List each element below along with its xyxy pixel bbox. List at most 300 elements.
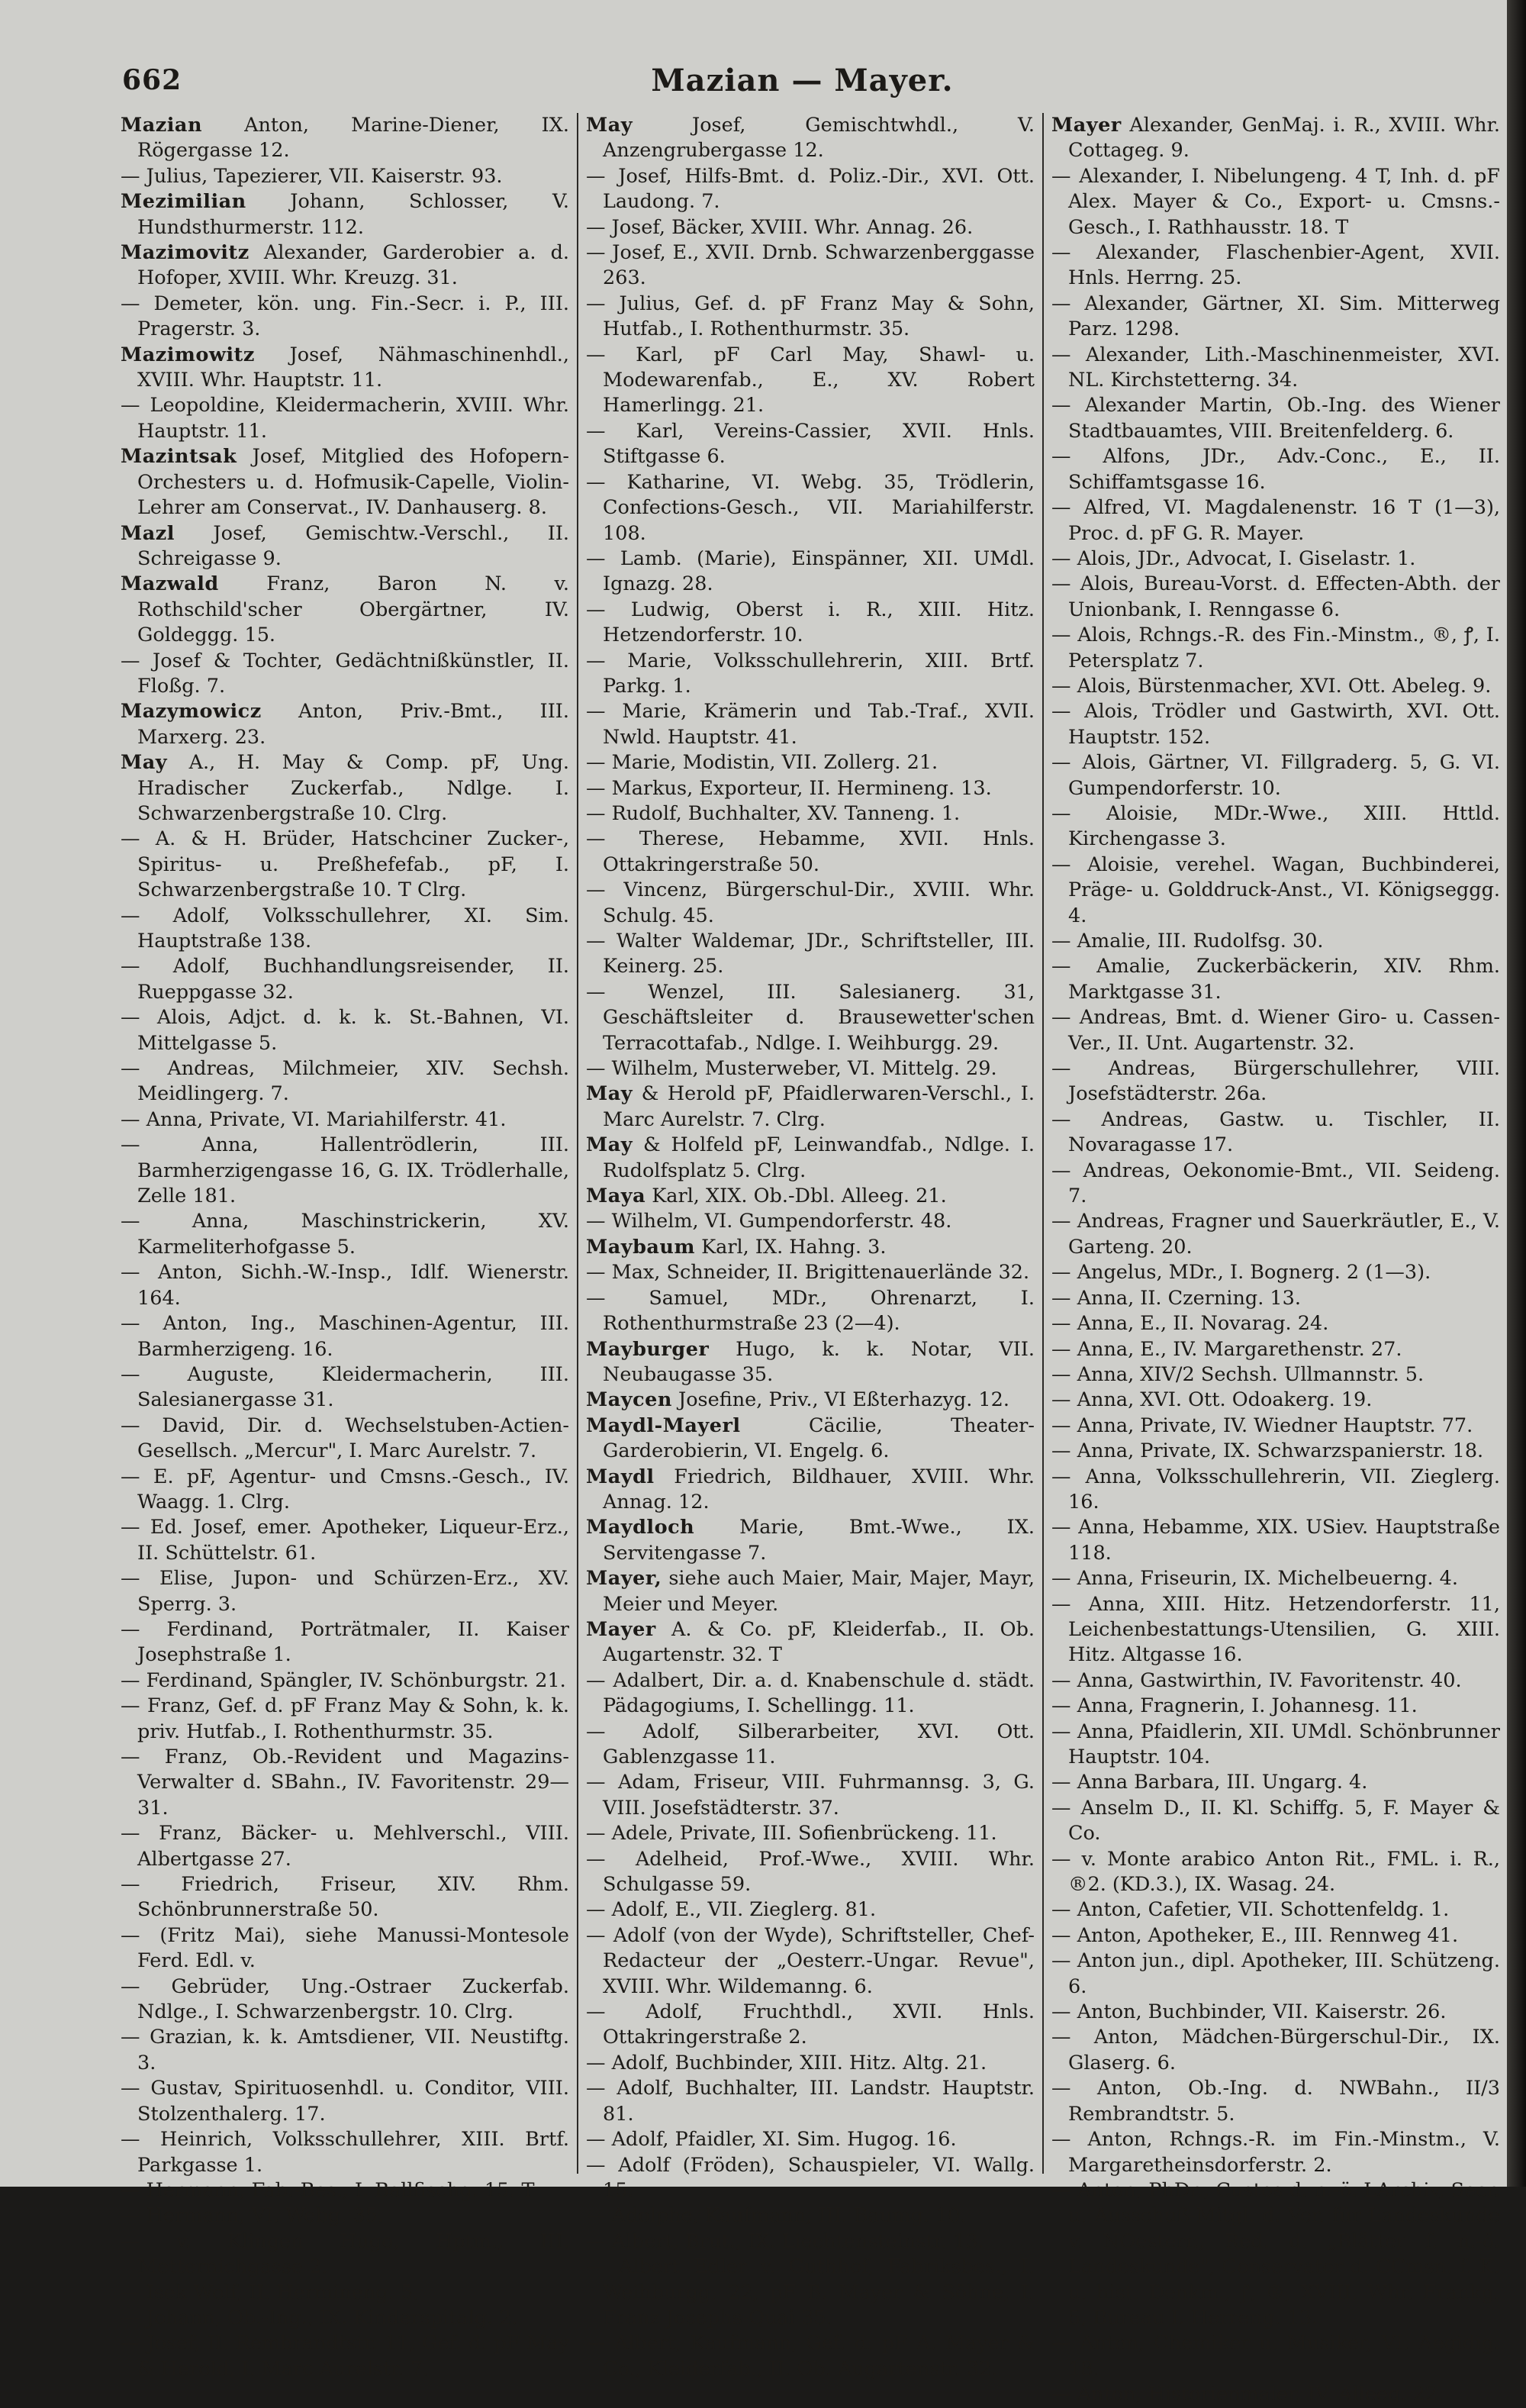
entry-text: — Hermann, VI. Webg. 35. (121, 2204, 384, 2228)
directory-entry (1051, 2178, 1500, 2331)
directory-entry (1051, 1668, 1500, 1694)
entry-text: & Herold pF, Pfaidlerwaren-Verschl., I. Marc Aurelstr. 7. Clrg. (603, 1082, 1035, 1131)
directory-entry (586, 1668, 1035, 1720)
directory-entry (586, 2229, 1035, 2255)
directory-entry (1051, 393, 1500, 444)
entry-text: — Lamb. (Marie), Einspänner, XII. UMdl. Ignazg. 28. (586, 546, 1035, 596)
directory-entry (586, 1235, 1035, 1260)
entry-text: Friedrich, Bildhauer, XVIII. Whr. Annag. 12. (603, 1465, 1035, 1513)
directory-entry (1051, 164, 1500, 240)
entry-text: — v. Klingen Hugo, Hptm., III. Metternichgasse 2. (121, 2229, 569, 2279)
entry-text: Josef, Gemischtw.-Verschl., II. Schreigasse 9. (137, 521, 570, 570)
entry-surname: May (586, 1082, 633, 1106)
directory-entry (586, 1133, 1035, 1184)
entry-text: — Alois, Rchngs.-R. des Fin.-Minstm., ®, ꝭ, I. Petersplatz 7. (1051, 624, 1500, 672)
directory-entry (1051, 1159, 1500, 1210)
directory-entry (121, 1107, 569, 1133)
entry-text: — Alois, Bureau-Vorst. d. Effecten-Abth. der Unionbank, I. Renngasse 6. (1051, 572, 1500, 621)
directory-entry (586, 801, 1035, 827)
directory-entry (121, 904, 569, 955)
directory-entry (1051, 1439, 1500, 1464)
directory-entry (1051, 801, 1500, 853)
entry-text: — Vincenz, Bürgerschul-Dir., XVIII. Whr. Schulg. 45. (586, 878, 1035, 927)
entry-text: — Ed. Josef, emer. Apotheker, Liqueur-Erz., II. Schüttelstr. 61. (121, 1516, 569, 1565)
directory-entry (121, 1668, 569, 1694)
entry-text: — Alois, JDr., Advocat, I. Giselastr. 1. (1051, 546, 1416, 570)
directory-entry (1051, 1260, 1500, 1285)
directory-entry (1051, 1720, 1500, 1771)
entry-text: — Ludwig, Oberst i. R., XIII. Hitz. Hetzendorferstr. 10. (586, 598, 1035, 647)
entry-text: — Samuel, MDr., Ohrenarzt, I. Rothenthurmstraße 23 (2—4). (586, 1286, 1035, 1336)
entry-text: — Marie, Volksschullehrerin, XIII. Brtf. Parkg. 1. (586, 649, 1035, 698)
entry-text: — Adalbert, Dir. a. d. Knabenschule d. städt. Pädagogiums, I. Schellingg. 11. (586, 1668, 1035, 1718)
entry-text: Josef, Gemischtwhdl., V. Anzengrubergasse 12. (603, 114, 1035, 163)
directory-entry (1051, 1592, 1500, 1668)
entry-text: — Andreas, Gastw. u. Tischler, II. Novaragasse 17. (1051, 1107, 1500, 1157)
entry-text: — Anna, Hebamme, XIX. USiev. Hauptstraße 118. (1051, 1516, 1500, 1565)
directory-entry (1051, 674, 1500, 699)
directory-entry (1051, 2127, 1500, 2178)
entry-text: — Alois, Bürstenmacher, XVI. Ott. Abeleg. 9. (1051, 674, 1492, 698)
directory-entry (1051, 2382, 1500, 2407)
entry-text: — Adolphe, Kaufmann, III. Baumg. 10. (586, 2204, 967, 2228)
directory-entry (121, 2178, 569, 2203)
entry-text: — Gustav, Spirituosenhdl. u. Conditor, VIII. Stolzenthalerg. 17. (121, 2077, 569, 2126)
directory-entry (586, 1720, 1035, 1771)
page-header (121, 60, 1484, 107)
entry-text: — Ferdinand, Spängler, IV. Schönburgstr. 21. (121, 1668, 566, 1692)
entry-surname: Mayer, (586, 1567, 662, 1591)
entry-text: — Franz, Bäcker- u. Mehlverschl., VIII. Albertgasse 27. (121, 1822, 569, 1871)
directory-entry (586, 1082, 1035, 1133)
entry-text: — Leopoldine, Kleidermacherin, XVIII. Whr. Hauptstr. 11. (121, 394, 569, 443)
entry-text: — Josef, II. Rembrandtstr. 11, Gef. d. pF May & Herold, I. Marc Aurelstr. 7. (121, 2332, 569, 2381)
entry-text: — v. Monte arabico Anton Rit., FML. i. R., ®2. (KD.3.), IX. Wasag. 24. (1051, 1847, 1500, 1897)
entry-text: — Anna, Volksschullehrerin, VII. Zieglerg. 16. (1051, 1465, 1500, 1513)
directory-entry (1051, 1566, 1500, 1591)
entry-text: Alexander, Garderobier a. d. Hofoper, XVIII. Whr. Kreuzg. 31. (137, 241, 569, 290)
entry-text: — David, Dir. d. Wechselstuben-Actien-Gesellsch. „Mercur", I. Marc Aurelstr. 7. (121, 1414, 569, 1463)
entry-text: Josef, Nähmaschinenhdl., XVIII. Whr. Hauptstr. 11. (137, 343, 570, 392)
directory-entry (586, 878, 1035, 929)
directory-entry (121, 1566, 569, 1617)
entry-text: — Adolf, Silberarbeiter, XVI. Ott. Gablenzgasse 11. (586, 1720, 1035, 1768)
entry-text: — Adolf, Volksschullehrer, XI. Sim. Hauptstraße 138. (121, 904, 569, 953)
directory-entry (586, 929, 1035, 980)
entry-text: — Rudolf, Buchhalter, XV. Tanneng. 1. (586, 801, 961, 825)
entry-text: Anton, Priv.-Bmt., III. Marxerg. 23. (137, 700, 569, 749)
entry-text: — Anton, Ing., Maschinen-Agentur, III. Barmherzigeng. 16. (121, 1312, 569, 1361)
entry-surname: Maycen (586, 1388, 672, 1412)
entry-text: — Andreas, Milchmeier, XIV. Sechsh. Meidlingerg. 7. (121, 1057, 569, 1106)
entry-text: — Anna, Private, IX. Schwarzspanierstr. 18. (1051, 1439, 1484, 1463)
directory-entry (1051, 1209, 1500, 1260)
directory-entry (586, 2255, 1035, 2331)
entry-text: — Aloisie, MDr.-Wwe., XIII. Httld. Kirchengasse 3. (1051, 801, 1500, 851)
directory-entry (121, 164, 569, 189)
directory-entry (586, 1897, 1035, 1923)
directory-entry (586, 1209, 1035, 1234)
directory-entry (586, 164, 1035, 215)
directory-entry (121, 444, 569, 521)
entry-text: — Amalie, III. Rudolfsg. 30. (1051, 930, 1324, 953)
entry-surname: May (586, 114, 633, 137)
directory-entry (1051, 1107, 1500, 1159)
directory-entry (586, 699, 1035, 750)
entry-text: Josef, Mitglied des Hofopern-Orchesters u. d. Hofmusik-Capelle, Violin-Lehrer am Conservat., IV. Danhauserg. 8. (137, 445, 569, 520)
entry-text: & Holfeld pF, Leinwandfab., Ndlge. I. Rudolfsplatz 5. Clrg. (603, 1133, 1035, 1182)
directory-entry (121, 343, 569, 394)
directory-entry (121, 2281, 569, 2306)
entry-text: — Anton, Sichh.-W.-Insp., Idlf. Wienerstr. 164. (121, 1261, 569, 1310)
entry-surname: Mayer (1051, 114, 1122, 137)
entry-text: — Alfred, VI. Magdalenenstr. 16 T (1—3), Proc. d. pF G. R. Mayer. (1051, 496, 1500, 545)
directory-entry (121, 113, 569, 164)
directory-entry (121, 1872, 569, 1923)
directory-entry (121, 1209, 569, 1260)
entry-text: — Anna, E., II. Novarag. 24. (1051, 1312, 1329, 1336)
entry-text: — Alois, Gärtner, VI. Fillgraderg. 5, G. VI. Gumpendorferstr. 10. (1051, 751, 1500, 800)
directory-entry (586, 598, 1035, 649)
directory-entry (586, 292, 1035, 343)
entry-text: — Andreas, Bürgerschullehrer, VIII. Josefstädterstr. 26a. (1051, 1057, 1500, 1106)
directory-entry (1051, 546, 1500, 572)
directory-entry (121, 393, 569, 444)
entry-text: — Amalie, Zuckerbäckerin, XIV. Rhm. Marktgasse 31. (1051, 955, 1500, 1004)
entry-text: — Anna, Hallentrödlerin, III. Barmherzigengasse 16, G. IX. Trödlerhalle, Zelle 181. (121, 1133, 569, 1208)
directory-entry (1051, 1005, 1500, 1056)
book-spine-shadow (1507, 0, 1526, 2187)
directory-entry (586, 2153, 1035, 2204)
entry-text: — (Fritz Mai), siehe Manussi-Montesole Ferd. Edl. v. (121, 1923, 569, 1973)
directory-entry (121, 521, 569, 572)
entry-surname: May (586, 1133, 633, 1157)
directory-entry (1051, 1847, 1500, 1898)
entry-text: — Julius, Gef. d. pF Franz May & Sohn, Hutfab., I. Rothenthurmstr. 35. (586, 292, 1035, 341)
directory-entry (1051, 1362, 1500, 1388)
entry-text: — Josef, Bäcker, XVIII. Whr. Annag. 26. (586, 215, 974, 239)
entry-text: siehe auch Maier, Mair, Majer, Mayr, Meier und Meyer. (603, 1567, 1035, 1616)
directory-entry (121, 2331, 569, 2382)
entry-text: — Andreas, Oekonomie-Bmt., VII. Seideng. 7. (1051, 1159, 1500, 1208)
directory-entry (586, 113, 1035, 164)
directory-entry (1051, 292, 1500, 343)
directory-entry (586, 2000, 1035, 2051)
directory-entry (1051, 2331, 1500, 2382)
directory-entry (586, 2051, 1035, 2076)
directory-entry (121, 1005, 569, 1056)
entry-text: — Grazian, k. k. Amtsdiener, VII. Neustiftg. 3. (121, 2026, 569, 2074)
directory-entry (121, 1056, 569, 1107)
entry-text: — Andreas, Fragner und Sauerkräutler, E., V. Garteng. 20. (1051, 1210, 1500, 1259)
entry-text: — Anton, Buchbinder, VII. Kaiserstr. 26. (1051, 2000, 1447, 2024)
entry-text: — Adolf, Pfaidler, XI. Sim. Hugog. 16. (586, 2128, 957, 2152)
entry-text: — Marie, Modistin, VII. Zollerg. 21. (586, 751, 938, 775)
directory-entry (1051, 1414, 1500, 1439)
directory-entry (1051, 1388, 1500, 1413)
entry-text: — Demeter, kön. ung. Fin.-Secr. i. P., III. Pragerstr. 3. (121, 292, 569, 341)
entry-surname: Maya (586, 1185, 646, 1208)
entry-surname: Maybaum (586, 1235, 695, 1259)
directory-entry (121, 2025, 569, 2076)
directory-entry (121, 1465, 569, 1516)
entry-text: — Walter Waldemar, JDr., Schriftsteller, III. Keinerg. 25. (586, 930, 1035, 978)
entry-text: — Anna, Pfaidlerin, XII. UMdl. Schönbrunner Hauptstr. 104. (1051, 1720, 1500, 1768)
entry-text: — Wilhelm, VI. Gumpendorferstr. 48. (586, 1210, 952, 1233)
page-number: 662 (122, 64, 182, 96)
entry-text: — Marie, Krämerin und Tab.-Traf., XVII. Nwld. Hauptstr. 41. (586, 700, 1035, 749)
entry-text: — Anna Barbara, III. Ungarg. 4. (1051, 1771, 1368, 1794)
directory-entry (121, 1821, 569, 1872)
entry-text: — Anna, XIII. Hitz. Hetzendorferstr. 11, Leichenbestattungs-Utensilien, G. XIII. Hitz. Altgasse 16. (1051, 1592, 1500, 1667)
entry-surname: May (121, 751, 168, 775)
directory-entry (586, 1056, 1035, 1082)
directory-entry (586, 1923, 1035, 2000)
entry-text: — Ferdinand, Porträtmaler, II. Kaiser Josephstraße 1. (121, 1617, 569, 1667)
directory-entry (586, 2076, 1035, 2127)
directory-entry (1051, 444, 1500, 495)
entry-text: — Anton, Cafetier, VII. Schottenfeldg. 1. (1051, 1898, 1450, 1922)
entry-text: — Julius, Tapezierer, VII. Kaiserstr. 93. (121, 164, 503, 188)
directory-entry (121, 827, 569, 903)
column-2 (586, 113, 1035, 2381)
directory-entry (1051, 113, 1500, 164)
directory-entry (121, 1133, 569, 1209)
directory-entry (1051, 2000, 1500, 2025)
entry-text: — Albert Edler v. Guthhof, Fabriksbes., I. Weihburgg. 22, pF B. Mayer & Söhne, I. Franz Josephs-Quai 35. (586, 2255, 1035, 2329)
running-head: Mazian — Mayer. (651, 63, 954, 98)
directory-entry (121, 1515, 569, 1566)
entry-text: — Andreas, Bmt. d. Wiener Giro- u. Cassen-Ver., II. Unt. Augartenstr. 32. (1051, 1006, 1500, 1055)
directory-entry (121, 1694, 569, 1745)
entry-text: — Adolf, Buchhandlungsreisender, II. Rueppgasse 32. (121, 955, 569, 1004)
entry-text: — Markus, Exporteur, II. Hermineng. 13. (586, 776, 992, 800)
directory-entry (1051, 2076, 1500, 2127)
entry-text: — Therese, Hebamme, XVII. Hnls. Ottakringerstraße 50. (586, 827, 1035, 876)
entry-text: — A. & H. Brüder, Hatschciner Zucker-, Spiritus- u. Preßhefefab., pF, I. Schwarzenbergstraße 10. T Clrg. (121, 827, 569, 902)
entry-text: — Adolf, Buchbinder, XIII. Hitz. Altg. 21. (586, 2051, 987, 2074)
entry-surname: Mezimilian (121, 190, 246, 214)
directory-entry (586, 1184, 1035, 1209)
directory-entry (586, 750, 1035, 775)
entry-surname: Mayburger (586, 1337, 710, 1361)
directory-entry (1051, 1923, 1500, 1949)
entry-text: — Adolf (von der Wyde), Schriftsteller, Chef-Redacteur der „Oesterr.-Ungar. Revue", XVIII. Whr. Wildemanng. 6. (586, 1923, 1035, 1998)
entry-text: Anton, Marine-Diener, IX. Rögergasse 12. (137, 114, 569, 163)
column-3 (1051, 113, 1500, 2406)
directory-entry (1051, 572, 1500, 623)
directory-entry (1051, 1949, 1500, 2000)
directory-entry (586, 343, 1035, 419)
entry-text: — Adolf, Fruchthdl., XVII. Hnls. Ottakringerstraße 2. (586, 2000, 1035, 2049)
entry-text: Franz, Baron N. v. Rothschild'scher Obergärtner, IV. Goldeggg. 15. (137, 572, 570, 647)
entry-text: — Anton, Historienmaler, IV. Alleeg. 22. (1051, 2383, 1444, 2406)
directory-entry (1051, 2025, 1500, 2076)
entry-text: — Franz, Gef. d. pF Franz May & Sohn, k. k. priv. Hutfab., I. Rothenthurmstr. 35. (121, 1694, 569, 1743)
entry-surname: Mazimovitz (121, 241, 250, 265)
directory-entry (1051, 954, 1500, 1005)
entry-text: — Albert, Kaufmann, Gef. d. pF A. Mayer & Co., Kleiderfab., II. Ob. Augartenstr. 32. (586, 2332, 1035, 2381)
column-1 (121, 113, 570, 2381)
directory-entry (121, 2229, 569, 2281)
entry-text: — Albert, Brut., IX. Liechtensteinstr. 13. (586, 2229, 984, 2253)
entry-surname: Maydl (586, 1465, 655, 1488)
directory-entry (586, 2331, 1035, 2382)
entry-text: — Anna, E., IV. Margarethenstr. 27. (1051, 1337, 1402, 1361)
entry-text: Karl, IX. Hahng. 3. (701, 1235, 887, 1259)
directory-entry (121, 1617, 569, 1668)
entry-text: — Katharine, VI. Webg. 35, Trödlerin, Confections-Gesch., VII. Mariahilferstr. 108. (586, 470, 1035, 545)
entry-text: — Gebrüder, Ung.-Ostraer Zuckerfab. Ndlge., I. Schwarzenbergstr. 10. Clrg. (121, 1974, 569, 2024)
entry-text: — Josef, E., XVII. Drnb. Schwarzenberggasse 263. (586, 241, 1035, 290)
entry-surname: Mazl (121, 521, 175, 545)
entry-text: — Anselm D., II. Kl. Schiffg. 5, F. Mayer & Co. (1051, 1796, 1500, 1845)
directory-entry (121, 649, 569, 700)
directory-entry (586, 1388, 1035, 1413)
directory-entry (1051, 699, 1500, 750)
directory-entry (121, 2306, 569, 2331)
entry-text: — Josef, Hilfs-Bmt. d. Poliz.-Dir., XVI. Ott. Laudong. 7. (586, 164, 1035, 214)
directory-entry (121, 240, 569, 292)
directory-entry (1051, 750, 1500, 801)
directory-entry (1051, 623, 1500, 674)
entry-text: — Anna, Gastwirthin, IV. Favoritenstr. 40. (1051, 1668, 1462, 1692)
entry-text: — Angelus, MDr., I. Bognerg. 2 (1—3). (1051, 1261, 1431, 1285)
directory-entry (586, 1286, 1035, 1337)
entry-text: — Anton, Mädchen-Bürgerschul-Dir., IX. Glaserg. 6. (1051, 2026, 1500, 2074)
entry-text: — Franz, Ob.-Revident und Magazins-Verwalter d. SBahn., IV. Favoritenstr. 29—31. (121, 1746, 569, 1820)
entry-surname: Mazintsak (121, 445, 237, 469)
entry-text: — Aloisie, verehel. Wagan, Buchbinderei, Präge- u. Golddruck-Anst., VI. Königseggg. 4. (1051, 853, 1500, 927)
directory-entry (1051, 1694, 1500, 1719)
directory-entry (1051, 1311, 1500, 1336)
entry-text: A., H. May & Comp. pF, Ung. Hradischer Zuckerfab., Ndlge. I. Schwarzenbergstraße 10. Clrg. (137, 751, 569, 825)
directory-entry (121, 2127, 569, 2178)
directory-entry (586, 776, 1035, 801)
entry-text: — Anna, Private, IV. Wiedner Hauptstr. 77. (1051, 1414, 1473, 1437)
directory-entry (1051, 1515, 1500, 1566)
entry-text: Marie, Bmt.-Wwe., IX. Servitengasse 7. (603, 1516, 1035, 1565)
directory-entry (1051, 1286, 1500, 1311)
directory-entry (121, 1260, 569, 1311)
directory-entry (586, 546, 1035, 598)
entry-text: — Alexander, Gärtner, XI. Sim. Mitterweg Parz. 1298. (1051, 292, 1500, 341)
entry-text: — Josef & Tochter, Gedächtnißkünstler, II. Floßg. 7. (121, 649, 569, 698)
entry-surname: Maydl-Mayerl (586, 1414, 741, 1437)
directory-entry (586, 1337, 1035, 1388)
directory-entry (586, 1847, 1035, 1898)
entry-text: — Alois, Adjct. d. k. k. St.-Bahnen, VI. Mittelgasse 5. (121, 1006, 569, 1055)
directory-entry (121, 189, 569, 240)
entry-text: — Karl, pF Carl May, Shawl- u. Modewarenfab., E., XV. Robert Hamerlingg. 21. (586, 343, 1035, 417)
directory-entry (586, 470, 1035, 546)
entry-text: — Anton, PhDr., Custos d. n.-ö. LArchiv, Secr. u. Ausschuß-Mitgl. d. Ver. für Landeskunde v. NOesterr., Red. d. „Blätter f. n.-ö. Landeskunde", Conservator d. CCmsn. f. K. u. hist. Denkm., ꝭ, ®, XVIII. Whr. Frankg. 5, Bureau I. Herreng. 13. (1051, 2178, 1500, 2329)
entry-text: — Friedrich, Friseur, XIV. Rhm. Schönbrunnerstraße 50. (121, 1873, 569, 1922)
entry-text: — Johann, Ob.-Ing., IX. Kinderspitalg. 2. (121, 2306, 518, 2329)
entry-text: — Alexander Martin, Ob.-Ing. des Wiener Stadtbauamtes, VIII. Breitenfelderg. 6. (1051, 394, 1500, 443)
directory-entry (121, 1311, 569, 1362)
directory-entry (121, 1974, 569, 2026)
directory-entry (121, 2203, 569, 2229)
entry-text: — Alfons, JDr., Adv.-Conc., E., II. Schiffamtsgasse 16. (1051, 445, 1500, 494)
entry-text: Cäcilie, Theater-Garderobierin, VI. Engelg. 6. (603, 1414, 1035, 1463)
entry-text: — Anna, XIV/2 Sechsh. Ullmannstr. 5. (1051, 1362, 1425, 1386)
entry-text: — Auguste, Kleidermacherin, III. Salesianergasse 31. (121, 1362, 569, 1412)
directory-entry (121, 750, 569, 827)
entry-text: — Anton, Ob.-Ing. d. NWBahn., II/3 Rembrandtstr. 5. (1051, 2077, 1500, 2126)
directory-entry (586, 649, 1035, 700)
entry-text: Johann, Schlosser, V. Hundsthurmerstr. 112. (137, 190, 570, 239)
directory-entry (586, 980, 1035, 1056)
entry-text: — Alexander, Lith.-Maschinenmeister, XVI. NL. Kirchstetterng. 34. (1051, 343, 1500, 392)
entry-text: — Heinrich, Volksschullehrer, XIII. Brtf. Parkgasse 1. (121, 2128, 569, 2177)
directory-entry (1051, 1770, 1500, 1795)
directory-entry (121, 1362, 569, 1414)
entry-text: — Alexander, I. Nibelungeng. 4 T, Inh. d. pF Alex. Mayer & Co., Export- u. Cmsns.-Gesch., I. Rathhausstr. 18. T (1051, 164, 1500, 239)
entry-surname: Mazimowitz (121, 343, 255, 366)
entry-text: — Adele, Private, III. Sofienbrückeng. 11. (586, 1822, 997, 1845)
directory-entry (121, 2076, 569, 2127)
directory-entry (586, 827, 1035, 878)
entry-text: — Karl, Vereins-Cassier, XVII. Hnls. Stiftgasse 6. (586, 419, 1035, 469)
directory-entry (1051, 495, 1500, 546)
entry-surname: Mayer (586, 1617, 656, 1641)
directory-entry (1051, 929, 1500, 954)
entry-text: — Anna, XVI. Ott. Odoakerg. 19. (1051, 1388, 1373, 1412)
entry-text: — Adolf (Fröden), Schauspieler, VI. Wallg. 15. (586, 2153, 1035, 2202)
entry-text: Josefine, Priv., VI Eßterhazyg. 12. (678, 1388, 1009, 1412)
directory-entry (1051, 853, 1500, 929)
directory-entry (1051, 240, 1500, 292)
entry-text: — Adam, Friseur, VIII. Fuhrmannsg. 3, G. VIII. Josefstädterstr. 37. (586, 1771, 1035, 1820)
entry-surname: Maydloch (586, 1516, 695, 1539)
directory-entry (1051, 1897, 1500, 1923)
entry-surname: Mazwald (121, 572, 219, 596)
entry-text: — Adolf, Buchhalter, III. Landstr. Hauptstr. 81. (586, 2077, 1035, 2126)
directory-entry (121, 1414, 569, 1465)
entry-text: — Anna, Fragnerin, I. Johannesg. 11. (1051, 1694, 1418, 1718)
entry-text: — Elise, Jupon- und Schürzen-Erz., XV. Sperrg. 3. (121, 1567, 569, 1616)
directory-entry (586, 1821, 1035, 1846)
directory-entry (586, 2127, 1035, 2152)
entry-text: — Anton jun., dipl. Apotheker, III. Schützeng. 6. (1051, 1949, 1500, 1998)
entry-text: — Anna, II. Czerning. 13. (1051, 1286, 1301, 1310)
directory-entry (586, 1465, 1035, 1516)
entry-text: — Adolf, E., VII. Zieglerg. 81. (586, 1898, 877, 1922)
entry-text: Alexander, GenMaj. i. R., XVIII. Whr. Cottageg. 9. (1068, 114, 1500, 163)
entry-text: A. & Co. pF, Kleiderfab., II. Ob. Augartenstr. 32. T (603, 1617, 1035, 1667)
directory-entry (121, 292, 569, 343)
entry-text: Karl, XIX. Ob.-Dbl. Alleeg. 21. (652, 1185, 947, 1208)
directory-entry (121, 1745, 569, 1821)
directory-columns (121, 113, 1500, 2406)
entry-text: — E. pF, Agentur- und Cmsns.-Gesch., IV. Waagg. 1. Clrg. (121, 1465, 569, 1513)
directory-entry (1051, 343, 1500, 394)
entry-text: — Alois, Trödler und Gastwirth, XVI. Ott. Hauptstr. 152. (1051, 700, 1500, 749)
directory-entry (586, 1617, 1035, 1668)
entry-text: Hugo, k. k. Notar, VII. Neubaugasse 35. (603, 1337, 1035, 1386)
entry-text: — Max, Schneider, II. Brigittenauerlände 32. (586, 1261, 1030, 1285)
entry-text: — Isek Wolf, II. Hermineng. 5. (121, 2281, 420, 2304)
entry-text: — Alexander, Flaschenbier-Agent, XVII. Hnls. Herrng. 25. (1051, 241, 1500, 290)
entry-surname: Mazian (121, 114, 202, 137)
directory-entry (1051, 1337, 1500, 1362)
entry-text: — Anton, Chemiker u. Musiker, VI. Aegidig. 18. (1051, 2332, 1500, 2381)
directory-entry (586, 1515, 1035, 1566)
entry-text: — Wilhelm, Musterweber, VI. Mittelg. 29. (586, 1057, 997, 1081)
directory-entry (586, 419, 1035, 470)
entry-text: — Anton, Rchngs.-R. im Fin.-Minstm., V. Margaretheinsdorferstr. 2. (1051, 2128, 1500, 2177)
